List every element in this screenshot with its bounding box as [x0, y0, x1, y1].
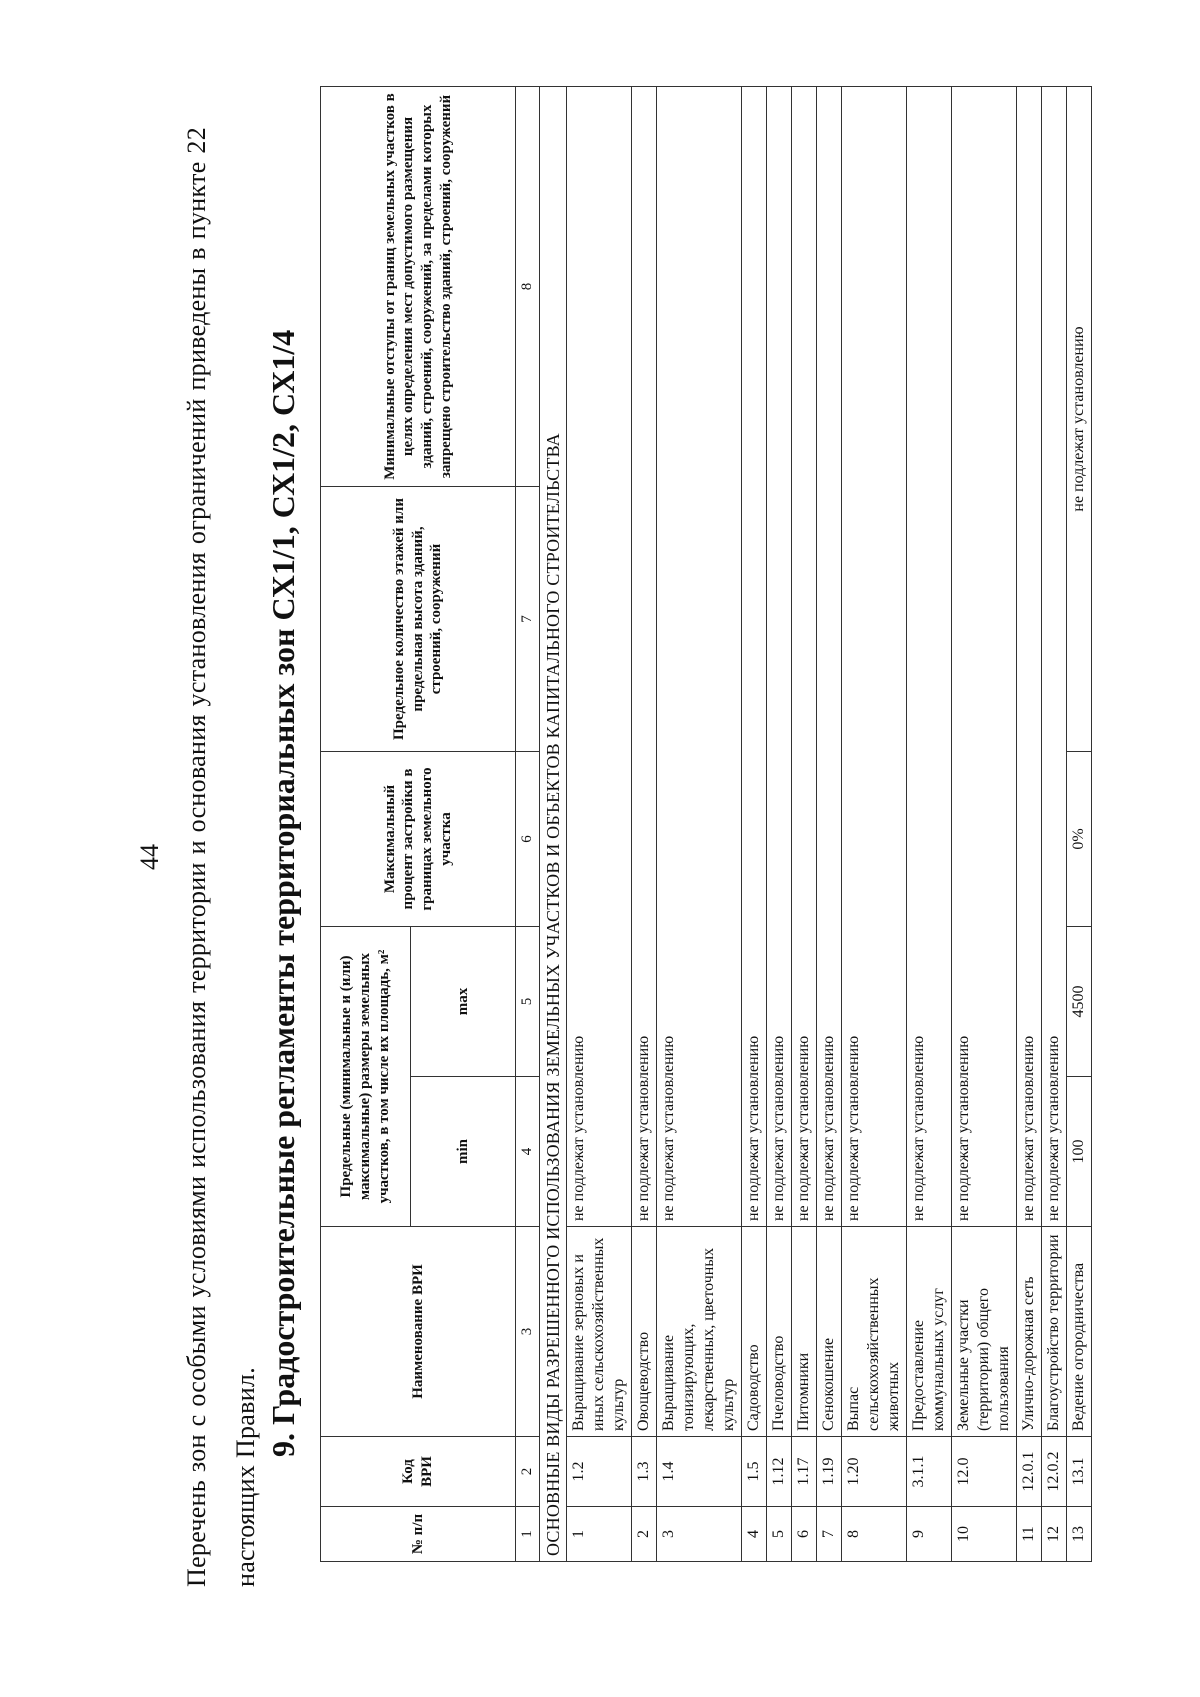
header-max-percent: Максимальный процент застройки в границах земельного участка: [321, 752, 516, 927]
table-row: [842, 87, 907, 1562]
row-number: 6: [792, 1507, 817, 1562]
row-number: 1: [567, 1507, 632, 1562]
row-code: 1.5: [742, 1437, 767, 1507]
row-not-set: не подлежат установлению: [907, 87, 952, 1227]
table-row: [632, 87, 657, 1562]
row-name: Улично-дорожная сеть: [1017, 1227, 1042, 1437]
row-number: 10: [952, 1507, 1017, 1562]
row-not-set: не подлежат установлению: [567, 87, 632, 1227]
row-name: Выращивание зерновых и иных сельскохозяйственных культур: [567, 1227, 632, 1437]
row-code: 3.1.1: [907, 1437, 952, 1507]
column-number-row: [516, 87, 540, 1562]
table-row: [952, 87, 1017, 1562]
row-number: 9: [907, 1507, 952, 1562]
row-name: Благоустройство территории: [1042, 1227, 1067, 1437]
row-code: 1.3: [632, 1437, 657, 1507]
row-code: 1.12: [767, 1437, 792, 1507]
row-name: Выпас сельскохозяйственных животных: [842, 1227, 907, 1437]
row-number: 5: [767, 1507, 792, 1562]
row-not-set: не подлежат установлению: [842, 87, 907, 1227]
row-not-set: не подлежат установлению: [792, 87, 817, 1227]
table-row: [742, 87, 767, 1562]
row-name: Ведение огородничества: [1067, 1227, 1092, 1437]
row-code: 1.4: [657, 1437, 742, 1507]
row-not-set: не подлежат установлению: [632, 87, 657, 1227]
table-row: [657, 87, 742, 1562]
table-row: [1042, 87, 1067, 1562]
row-not-set: не подлежат установлению: [742, 87, 767, 1227]
row-name: Пчеловодство: [767, 1227, 792, 1437]
row-number: 8: [842, 1507, 907, 1562]
regulations-table: [320, 86, 1092, 1562]
col-number: 4: [516, 1077, 540, 1227]
row-number: 13: [1067, 1507, 1092, 1562]
header-plot-size: Предельные (минимальные и (или) максимальные) размеры земельных участков, в том числе их площадь, м²: [321, 927, 411, 1227]
row-code: 1.2: [567, 1437, 632, 1507]
header-number: № п/п: [321, 1507, 516, 1562]
row-not-set: не подлежат установлению: [952, 87, 1017, 1227]
row-min: 100: [1067, 1077, 1092, 1227]
row-name: Питомники: [792, 1227, 817, 1437]
intro-paragraph: Перечень зон с особыми условиями использования территории и основания установления ограничений приведены в пункте 22 настоящих Правил.: [182, 127, 261, 1587]
header-name: Наименование ВРИ: [321, 1227, 516, 1437]
col-number: 6: [516, 752, 540, 927]
row-not-set: не подлежат установлению: [1017, 87, 1042, 1227]
rotated-content: [0, 57, 1100, 1657]
section-title: ОСНОВНЫЕ ВИДЫ РАЗРЕШЕННОГО ИСПОЛЬЗОВАНИЯ ЗЕМЕЛЬНЫХ УЧАСТКОВ И ОБЪЕКТОВ КАПИТАЛЬНОГО СТРОИТЕЛЬСТВА: [539, 87, 567, 1562]
table-row: [767, 87, 792, 1562]
table-body: [567, 87, 1067, 1562]
row-number: 3: [657, 1507, 742, 1562]
row-number: 12: [1042, 1507, 1067, 1562]
table-row: [1067, 87, 1092, 1562]
header-code: Код ВРИ: [321, 1437, 516, 1507]
table-row: [817, 87, 842, 1562]
table-row: [1017, 87, 1042, 1562]
row-number: 2: [632, 1507, 657, 1562]
row-code: 12.0.1: [1017, 1437, 1042, 1507]
col-number: 8: [516, 87, 540, 487]
row-name: Садоводство: [742, 1227, 767, 1437]
row-number: 11: [1017, 1507, 1042, 1562]
row-name: Выращивание тонизирующих, лекарственных, цветочных культур: [657, 1227, 742, 1437]
header-min: min: [411, 1077, 516, 1227]
row-name: Овощеводство: [632, 1227, 657, 1437]
row-not-set: не подлежат установлению: [817, 87, 842, 1227]
row-code: 1.19: [817, 1437, 842, 1507]
header-setbacks: Минимальные отступы от границ земельных участков в целях определения мест допустимого размещения зданий, строений, сооружений, за пределами которых запрещено строительство зданий, строений, сооружений: [321, 87, 516, 487]
row-max: 4500: [1067, 927, 1092, 1077]
row-not-set: не подлежат установлению: [1042, 87, 1067, 1227]
row-percent: 0%: [1067, 752, 1092, 927]
table-row: [907, 87, 952, 1562]
table-row: [792, 87, 817, 1562]
row-code: 1.17: [792, 1437, 817, 1507]
row-floors-setbacks: не подлежат установлению: [1067, 87, 1092, 752]
col-number: 1: [516, 1507, 540, 1562]
row-name: Предоставление коммунальных услуг: [907, 1227, 952, 1437]
col-number: 2: [516, 1437, 540, 1507]
row-not-set: не подлежат установлению: [657, 87, 742, 1227]
row-code: 13.1: [1067, 1437, 1092, 1507]
section-row: [539, 87, 567, 1562]
row-name: Сенокошение: [817, 1227, 842, 1437]
col-number: 3: [516, 1227, 540, 1437]
row-code: 12.0: [952, 1437, 1017, 1507]
row-code: 1.20: [842, 1437, 907, 1507]
header-floors: Предельное количество этажей или предельная высота зданий, строений, сооружений: [321, 487, 516, 752]
col-number: 7: [516, 487, 540, 752]
page-number: 44: [135, 844, 164, 870]
row-number: 7: [817, 1507, 842, 1562]
row-number: 4: [742, 1507, 767, 1562]
section-heading: 9. Градостроительные регламенты территориальных зон СХ1/1, СХ1/2, СХ1/4: [265, 329, 301, 1457]
col-number: 5: [516, 927, 540, 1077]
row-code: 12.0.2: [1042, 1437, 1067, 1507]
row-not-set: не подлежат установлению: [767, 87, 792, 1227]
table-row: [567, 87, 632, 1562]
header-max: max: [411, 927, 516, 1077]
row-name: Земельные участки (территории) общего пользования: [952, 1227, 1017, 1437]
